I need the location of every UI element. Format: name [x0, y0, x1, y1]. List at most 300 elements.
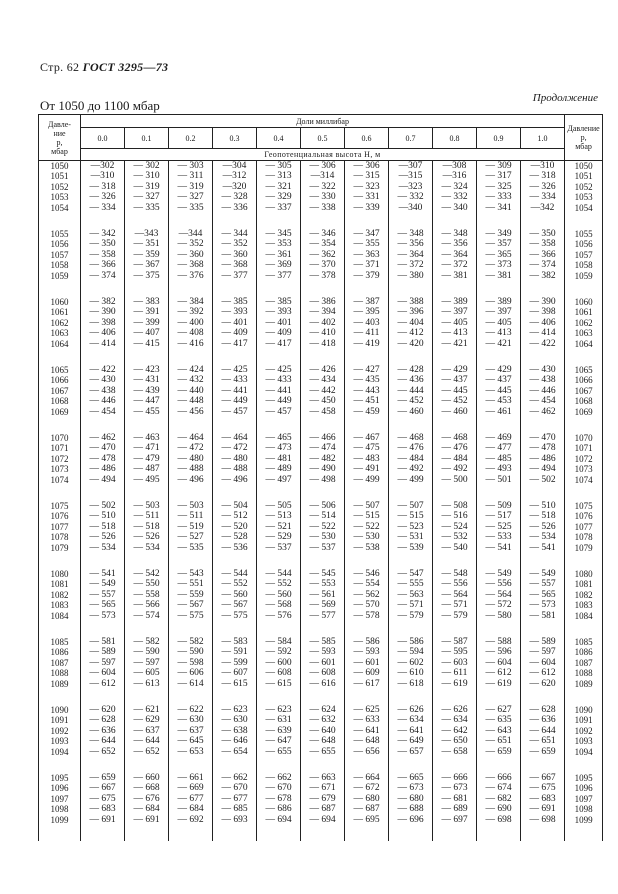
height-value: — 552: [265, 579, 292, 590]
height-value: — 475: [353, 443, 380, 454]
height-value: — 691: [133, 814, 160, 825]
height-value: — 537: [265, 542, 292, 553]
height-value: — 648: [353, 736, 380, 747]
height-cell: [521, 365, 565, 433]
height-value: — 698: [529, 814, 556, 825]
height-value: — 615: [265, 678, 292, 689]
height-value: — 451: [353, 396, 380, 407]
height-cell: [257, 773, 301, 841]
height-value: — 450: [309, 396, 336, 407]
height-value: — 394: [309, 307, 336, 318]
height-value: — 511: [177, 511, 204, 522]
height-value: — 512: [221, 511, 248, 522]
height-value: — 440: [177, 385, 204, 396]
height-value: — 513: [265, 511, 292, 522]
height-value: — 423: [133, 365, 160, 375]
height-value: — 386: [309, 297, 336, 307]
table-row-group: [39, 161, 603, 230]
height-value: — 445: [485, 385, 512, 396]
height-value: — 444: [397, 385, 424, 396]
height-value: — 349: [485, 229, 512, 239]
height-value: — 687: [309, 804, 336, 815]
height-value: — 302: [133, 161, 160, 171]
height-value: — 695: [353, 814, 380, 825]
height-value: — 454: [529, 396, 556, 407]
pressure-value: 1061: [574, 307, 593, 318]
height-value: — 516: [441, 511, 468, 522]
height-value: — 629: [133, 715, 160, 726]
pressure-value: 1077: [574, 521, 593, 532]
height-cell: [301, 773, 345, 841]
page-header: [40, 60, 168, 75]
pressure-value: 1052: [574, 181, 593, 192]
height-value: — 393: [265, 307, 292, 318]
height-value: — 514: [309, 511, 336, 522]
height-value: — 351: [133, 239, 160, 250]
height-cell: [521, 705, 565, 773]
height-value: — 428: [397, 365, 424, 375]
pressure-value: 1062: [50, 317, 69, 328]
height-value: — 390: [529, 297, 556, 307]
height-value: — 671: [309, 783, 336, 794]
pressure-cell-left: [39, 705, 81, 773]
pressure-value: 1050: [50, 161, 69, 171]
pressure-value: 1066: [50, 375, 69, 386]
pressure-value: 1074: [574, 474, 593, 485]
height-value: — 433: [221, 375, 248, 386]
height-value: — 388: [397, 297, 424, 307]
height-cell: [213, 705, 257, 773]
height-value: — 655: [265, 746, 292, 757]
height-value: — 400: [177, 317, 204, 328]
pressure-value: 1051: [50, 171, 69, 182]
height-value: — 511: [133, 511, 160, 522]
height-cell: [81, 501, 125, 569]
height-value: — 574: [133, 610, 160, 621]
height-cell: [81, 297, 125, 365]
table-row-group: [39, 773, 603, 841]
height-value: — 649: [397, 736, 424, 747]
pressure-value: 1096: [574, 783, 593, 794]
height-value: — 661: [177, 773, 204, 783]
height-value: — 674: [485, 783, 512, 794]
height-value: — 585: [309, 637, 336, 647]
height-value: — 623: [221, 705, 248, 715]
height-value: — 482: [309, 453, 336, 464]
height-value: — 660: [133, 773, 160, 783]
height-value: — 635: [485, 715, 512, 726]
pressure-cell-right: [565, 569, 603, 637]
height-value: — 433: [265, 375, 292, 386]
height-value: — 594: [397, 647, 424, 658]
height-cell: [81, 433, 125, 501]
fraction-group-header: Доли миллибар: [81, 115, 565, 128]
height-value: — 334: [89, 202, 116, 213]
height-value: — 499: [397, 474, 424, 485]
height-value: — 425: [265, 365, 292, 375]
height-value: — 503: [177, 501, 204, 511]
table-row-group: [39, 365, 603, 433]
pressure-value: 1058: [50, 260, 69, 271]
height-cell: [345, 569, 389, 637]
height-value: — 560: [265, 589, 292, 600]
height-value: — 576: [265, 610, 292, 621]
height-value: — 335: [177, 202, 204, 213]
height-value: — 492: [397, 464, 424, 475]
height-value: — 508: [441, 501, 468, 511]
height-value: — 502: [529, 474, 556, 485]
height-cell: [213, 637, 257, 705]
pressure-value: 1097: [50, 793, 69, 804]
height-value: —315: [398, 171, 423, 182]
height-value: — 480: [177, 453, 204, 464]
height-value: — 678: [265, 793, 292, 804]
height-value: — 507: [397, 501, 424, 511]
height-value: — 494: [529, 464, 556, 475]
height-value: — 390: [89, 307, 116, 318]
pressure-value: 1064: [50, 338, 69, 349]
height-value: — 609: [353, 668, 380, 679]
pressure-cell-right: [565, 705, 603, 773]
pressure-value: 1053: [574, 192, 593, 203]
height-value: — 653: [177, 746, 204, 757]
height-value: — 693: [221, 814, 248, 825]
height-cell: [433, 297, 477, 365]
height-value: — 640: [309, 725, 336, 736]
pressure-value: 1097: [574, 793, 593, 804]
height-value: —302: [90, 161, 115, 171]
height-value: — 479: [133, 453, 160, 464]
height-value: — 413: [441, 328, 468, 339]
height-cell: [477, 637, 521, 705]
height-value: — 438: [89, 385, 116, 396]
height-value: — 412: [397, 328, 424, 339]
height-value: — 554: [353, 579, 380, 590]
height-value: — 464: [177, 433, 204, 443]
height-value: — 426: [309, 365, 336, 375]
height-value: — 420: [397, 338, 424, 349]
height-value: — 616: [309, 678, 336, 689]
height-value: — 350: [529, 229, 556, 239]
pressure-value: 1062: [574, 317, 593, 328]
height-value: — 598: [177, 657, 204, 668]
height-value: — 419: [353, 338, 380, 349]
height-value: — 362: [309, 249, 336, 260]
height-cell: [345, 705, 389, 773]
height-value: — 338: [309, 202, 336, 213]
height-value: — 445: [441, 385, 468, 396]
height-cell: [477, 297, 521, 365]
height-value: — 690: [485, 804, 512, 815]
height-value: — 384: [177, 297, 204, 307]
height-value: — 471: [133, 443, 160, 454]
pressure-value: 1077: [50, 521, 69, 532]
height-value: — 685: [221, 804, 248, 815]
height-value: — 528: [221, 532, 248, 543]
height-value: — 597: [89, 657, 116, 668]
height-value: — 650: [441, 736, 468, 747]
height-value: — 698: [485, 814, 512, 825]
pressure-value: 1079: [50, 542, 69, 553]
pressure-cell-left: [39, 773, 81, 841]
height-cell: [521, 637, 565, 705]
height-cell: [213, 501, 257, 569]
height-value: — 334: [529, 192, 556, 203]
fraction-header: 0.0: [81, 128, 125, 149]
pressure-value: 1080: [50, 569, 69, 579]
pressure-value: 1098: [574, 804, 593, 815]
fraction-header: 0.6: [345, 128, 389, 149]
pressure-value: 1061: [50, 307, 69, 318]
height-value: — 557: [529, 579, 556, 590]
height-cell: [389, 433, 433, 501]
height-value: — 697: [441, 814, 468, 825]
height-value: — 356: [441, 239, 468, 250]
height-value: — 452: [397, 396, 424, 407]
height-value: — 556: [441, 579, 468, 590]
height-value: — 673: [441, 783, 468, 794]
pressure-value: 1096: [50, 783, 69, 794]
pressure-value: 1066: [574, 375, 593, 386]
height-value: — 530: [353, 532, 380, 543]
height-value: — 367: [133, 260, 160, 271]
height-value: — 315: [353, 171, 380, 182]
height-value: — 364: [441, 249, 468, 260]
height-value: — 402: [309, 317, 336, 328]
pressure-value: 1099: [50, 814, 69, 825]
pressure-value: 1081: [50, 579, 69, 590]
height-value: — 571: [441, 600, 468, 611]
pressure-value: 1068: [50, 396, 69, 407]
height-value: — 398: [89, 317, 116, 328]
height-value: — 333: [485, 192, 512, 203]
height-value: — 646: [221, 736, 248, 747]
height-value: — 491: [353, 464, 380, 475]
height-value: — 605: [133, 668, 160, 679]
height-value: — 658: [441, 746, 468, 757]
height-value: — 535: [177, 542, 204, 553]
height-value: — 612: [89, 678, 116, 689]
height-value: — 382: [529, 270, 556, 281]
height-value: — 464: [221, 433, 248, 443]
height-cell: [301, 705, 345, 773]
pressure-value: 1095: [50, 773, 69, 783]
height-cell: [213, 433, 257, 501]
height-value: — 398: [529, 307, 556, 318]
height-value: — 686: [265, 804, 292, 815]
height-cell: [125, 365, 169, 433]
pressure-value: 1076: [574, 511, 593, 522]
height-value: — 641: [397, 725, 424, 736]
height-value: — 663: [309, 773, 336, 783]
height-value: — 670: [221, 783, 248, 794]
height-value: — 319: [177, 181, 204, 192]
pressure-value: 1083: [50, 600, 69, 611]
pressure-value: 1067: [50, 385, 69, 396]
height-cell: [257, 501, 301, 569]
height-value: — 655: [309, 746, 336, 757]
height-value: — 669: [177, 783, 204, 794]
height-value: — 518: [529, 511, 556, 522]
height-value: — 410: [309, 328, 336, 339]
height-value: — 371: [353, 260, 380, 271]
height-value: — 628: [89, 715, 116, 726]
height-cell: [521, 773, 565, 841]
height-value: — 679: [309, 793, 336, 804]
height-value: — 494: [89, 474, 116, 485]
pressure-cell-left: [39, 365, 81, 433]
height-value: — 306: [353, 161, 380, 171]
height-value: — 417: [265, 338, 292, 349]
height-value: — 641: [353, 725, 380, 736]
height-cell: [477, 229, 521, 297]
pressure-column-header-right: Давление p, мбар: [565, 115, 603, 161]
height-cell: [81, 637, 125, 705]
height-cell: [301, 229, 345, 297]
pressure-value: 1065: [50, 365, 69, 375]
height-value: —307: [398, 161, 423, 171]
height-value: — 383: [133, 297, 160, 307]
height-value: — 346: [309, 229, 336, 239]
height-cell: [169, 501, 213, 569]
height-cell: [433, 637, 477, 705]
pressure-value: 1087: [50, 657, 69, 668]
pressure-value: 1074: [50, 474, 69, 485]
height-cell: [125, 501, 169, 569]
height-value: — 306: [309, 161, 336, 171]
height-value: — 584: [265, 637, 292, 647]
pressure-value: 1085: [50, 637, 69, 647]
height-value: — 662: [265, 773, 292, 783]
height-cell: [213, 161, 257, 230]
height-value: — 637: [177, 725, 204, 736]
height-value: — 626: [441, 705, 468, 715]
height-cell: [477, 501, 521, 569]
height-value: — 344: [221, 229, 248, 239]
height-value: — 446: [529, 385, 556, 396]
height-value: — 489: [265, 464, 292, 475]
height-cell: [301, 297, 345, 365]
height-value: — 408: [177, 328, 204, 339]
height-value: — 401: [221, 317, 248, 328]
pressure-value: 1057: [574, 249, 593, 260]
height-value: — 664: [353, 773, 380, 783]
height-value: —310: [530, 161, 555, 171]
height-value: — 606: [177, 668, 204, 679]
height-value: — 331: [353, 192, 380, 203]
height-value: — 359: [133, 249, 160, 260]
height-value: — 518: [89, 521, 116, 532]
height-value: — 309: [485, 161, 512, 171]
height-value: — 393: [221, 307, 248, 318]
pressure-cell-right: [565, 229, 603, 297]
geopotential-height-table: [38, 114, 603, 841]
pressure-value: 1054: [574, 202, 593, 213]
height-value: — 581: [529, 610, 556, 621]
standard-code: ГОСТ 3295—73: [82, 60, 169, 74]
height-value: — 599: [221, 657, 248, 668]
height-value: — 525: [485, 521, 512, 532]
height-value: — 518: [133, 521, 160, 532]
height-value: — 353: [265, 239, 292, 250]
height-value: — 582: [177, 637, 204, 647]
height-value: — 355: [353, 239, 380, 250]
height-value: — 565: [89, 600, 116, 611]
height-value: — 476: [397, 443, 424, 454]
height-value: — 544: [265, 569, 292, 579]
height-cell: [81, 161, 125, 230]
geopotential-height-header: Геопотенциальная высота H, м: [81, 149, 565, 161]
height-cell: [257, 705, 301, 773]
height-cell: [81, 773, 125, 841]
height-value: — 456: [177, 406, 204, 417]
height-value: — 571: [397, 600, 424, 611]
height-value: — 592: [265, 647, 292, 658]
height-value: — 381: [441, 270, 468, 281]
pressure-value: 1084: [50, 610, 69, 621]
height-cell: [345, 501, 389, 569]
height-value: — 387: [353, 297, 380, 307]
height-cell: [169, 637, 213, 705]
pressure-value: 1082: [574, 589, 593, 600]
height-value: — 483: [353, 453, 380, 464]
height-value: — 692: [177, 814, 204, 825]
height-value: — 510: [89, 511, 116, 522]
height-value: — 406: [529, 317, 556, 328]
height-value: — 586: [397, 637, 424, 647]
height-value: — 588: [485, 637, 512, 647]
pressure-value: 1063: [574, 328, 593, 339]
height-value: — 441: [265, 385, 292, 396]
height-value: — 534: [133, 542, 160, 553]
height-cell: [169, 229, 213, 297]
pressure-value: 1093: [50, 736, 69, 747]
height-value: — 324: [441, 181, 468, 192]
height-value: — 436: [397, 375, 424, 386]
height-value: — 547: [397, 569, 424, 579]
height-value: — 462: [89, 433, 116, 443]
height-value: — 363: [353, 249, 380, 260]
height-value: — 549: [89, 579, 116, 590]
height-value: — 526: [89, 532, 116, 543]
height-value: — 682: [485, 793, 512, 804]
height-value: — 643: [485, 725, 512, 736]
height-cell: [345, 365, 389, 433]
height-value: — 620: [89, 705, 116, 715]
height-value: — 568: [265, 600, 292, 611]
height-value: — 340: [441, 202, 468, 213]
pressure-value: 1059: [50, 270, 69, 281]
height-value: — 667: [89, 783, 116, 794]
height-value: — 657: [397, 746, 424, 757]
height-value: — 680: [397, 793, 424, 804]
height-value: — 431: [133, 375, 160, 386]
height-value: — 505: [265, 501, 292, 511]
height-cell: [257, 229, 301, 297]
height-cell: [125, 773, 169, 841]
height-value: — 457: [221, 406, 248, 417]
height-value: — 589: [89, 647, 116, 658]
height-value: — 493: [485, 464, 512, 475]
height-value: — 618: [397, 678, 424, 689]
height-value: — 557: [89, 589, 116, 600]
height-cell: [81, 705, 125, 773]
height-value: — 689: [441, 804, 468, 815]
height-value: — 607: [221, 668, 248, 679]
height-value: — 543: [177, 569, 204, 579]
height-value: — 326: [529, 181, 556, 192]
height-cell: [345, 773, 389, 841]
